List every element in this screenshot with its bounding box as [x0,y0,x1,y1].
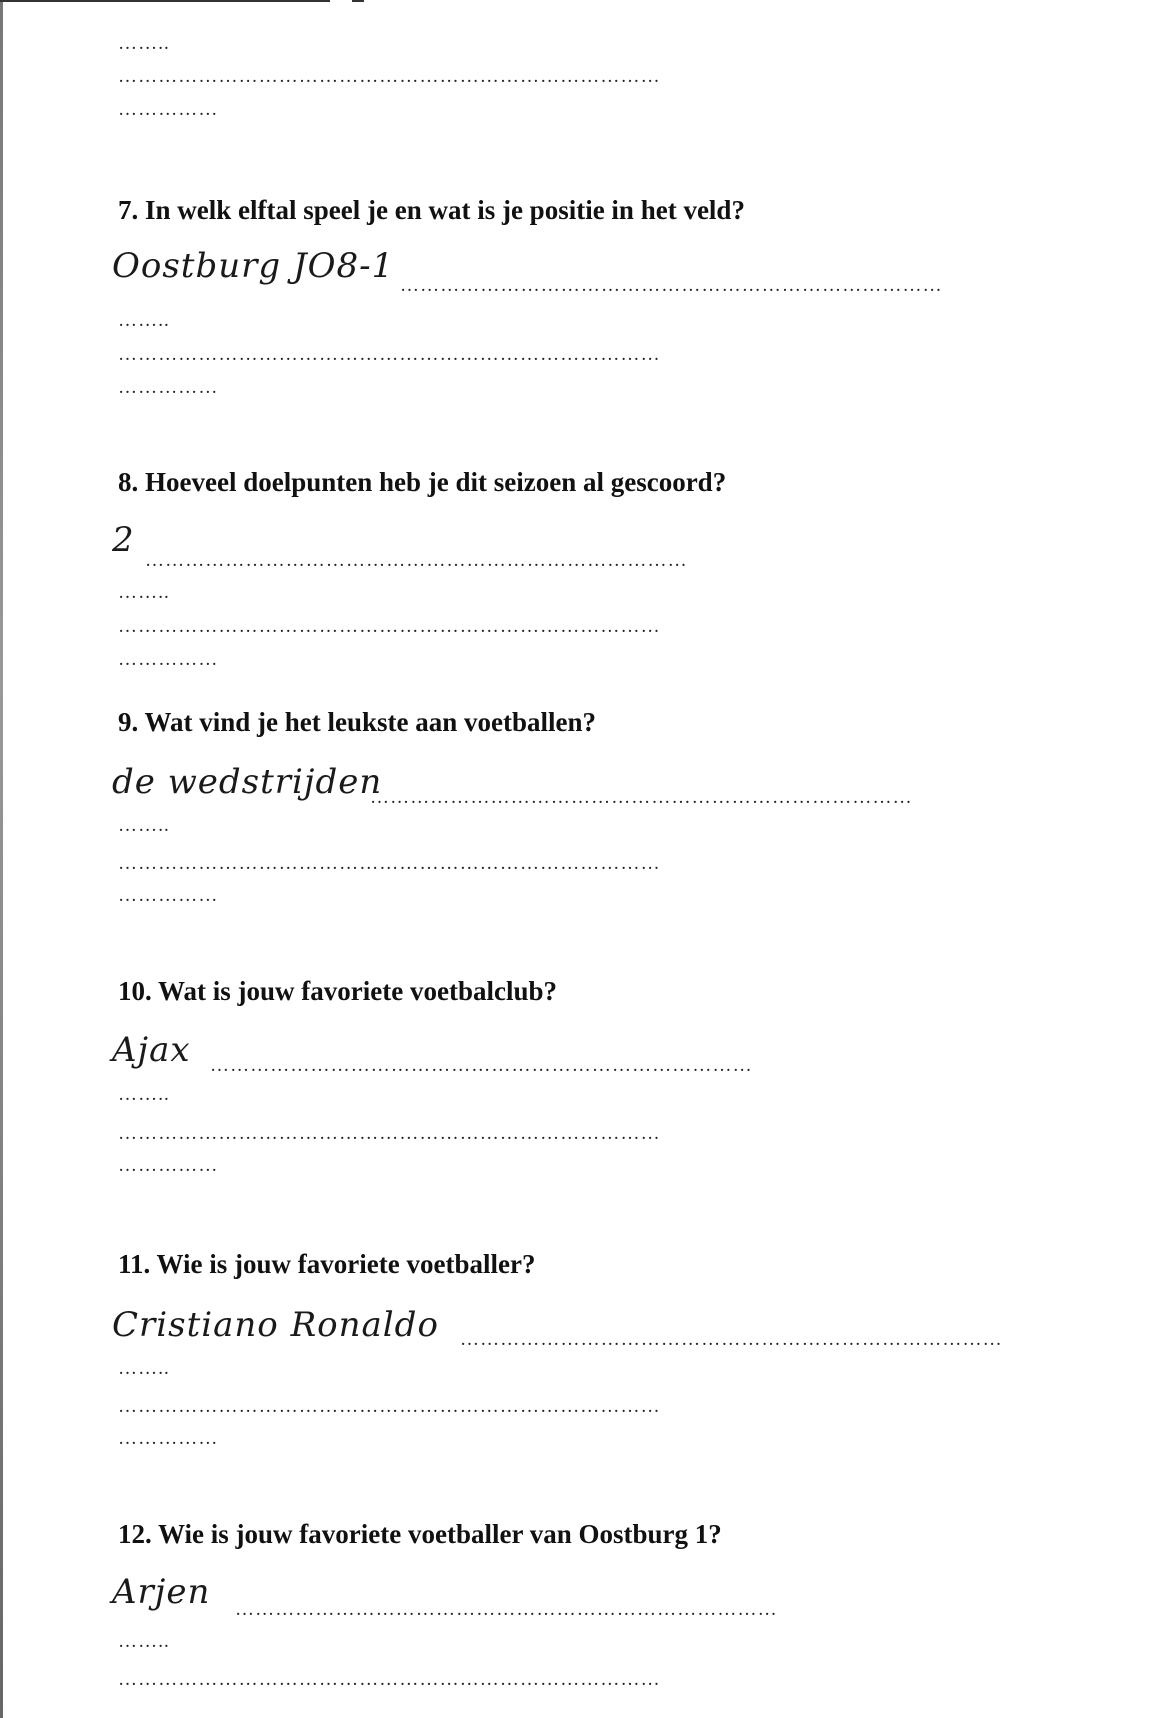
dotted-line: ……………………………………………………………………… [118,1669,661,1690]
dotted-line: ……………………………………………………………………… [210,1055,753,1076]
dotted-line: …….. [118,310,170,331]
dotted-line: …………… [118,1428,219,1449]
answer-10[interactable]: Ajax [112,1030,191,1070]
top-rule-fragment [352,0,364,2]
dotted-line: …….. [118,1084,170,1105]
dotted-line: …….. [118,815,170,836]
question-number: 10. [118,976,152,1006]
dotted-line: …………… [118,99,219,120]
question-7 [118,194,745,226]
dotted-line: ……………………………………………………………………… [145,550,688,571]
question-number: 11. [118,1249,151,1279]
dotted-line: ……………………………………………………………………… [235,1599,778,1620]
question-text: Wie is jouw favoriete voetballer? [156,1249,536,1279]
question-number: 8. [118,467,139,497]
question-number: 9. [118,707,139,737]
dotted-line: …….. [118,582,170,603]
dotted-line: ……………………………………………………………………… [118,66,661,87]
question-text: Hoeveel doelpunten heb je dit seizoen al gescoord? [145,467,727,497]
question-10 [118,975,557,1007]
dotted-line: …….. [118,33,170,54]
dotted-line: ……………………………………………………………………… [400,275,943,296]
answer-9[interactable]: de wedstrijden [112,762,383,802]
dotted-line: ……………………………………………………………………… [370,787,913,808]
scan-edge [0,0,3,1718]
question-number: 7. [118,195,139,225]
dotted-line: …………… [118,377,219,398]
dotted-line: ……………………………………………………………………… [118,616,661,637]
question-text: Wie is jouw favoriete voetballer van Oostburg 1? [158,1519,722,1549]
question-number: 12. [118,1519,152,1549]
answer-8[interactable]: 2 [112,520,135,560]
dotted-line: …………… [118,1155,219,1176]
question-text: In welk elftal speel je en wat is je positie in het veld? [145,195,745,225]
dotted-line: ……………………………………………………………………… [118,344,661,365]
question-text: Wat vind je het leukste aan voetballen? [144,707,597,737]
dotted-line: …….. [118,1358,170,1379]
dotted-line: ……………………………………………………………………… [460,1329,1003,1350]
dotted-line: ……………………………………………………………………… [118,1396,661,1417]
answer-12[interactable]: Arjen [112,1572,211,1612]
question-text: Wat is jouw favoriete voetbalclub? [158,976,557,1006]
answer-7[interactable]: Oostburg JO8-1 [112,246,395,286]
dotted-line: ……………………………………………………………………… [118,853,661,874]
dotted-line: …….. [118,1631,170,1652]
question-9 [118,706,596,738]
dotted-line: ……………………………………………………………………… [118,1123,661,1144]
question-12 [118,1518,722,1550]
dotted-line: …………… [118,885,219,906]
answer-11[interactable]: Cristiano Ronaldo [112,1305,439,1345]
question-8 [118,466,726,498]
dotted-line: …………… [118,649,219,670]
question-11 [118,1248,535,1280]
top-rule [0,0,330,2]
